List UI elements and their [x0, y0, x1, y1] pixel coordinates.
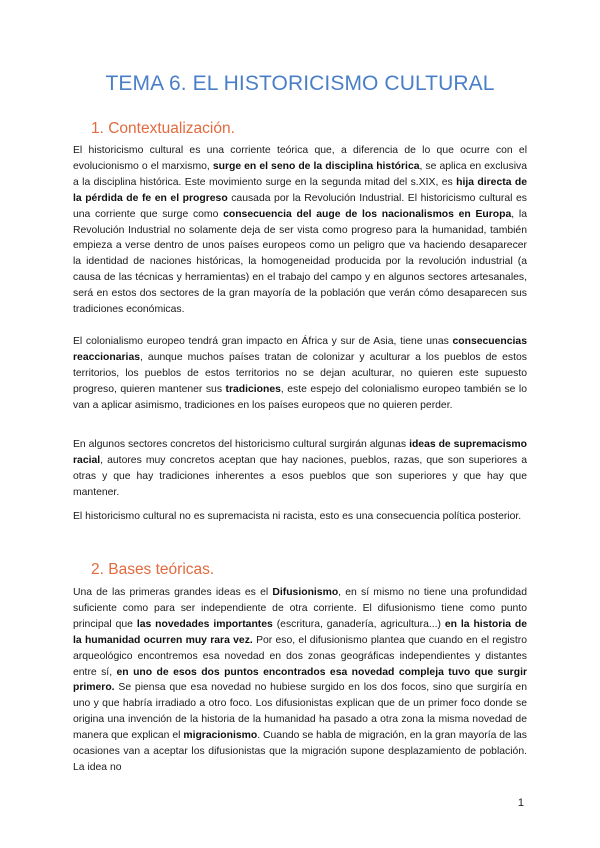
text-run: , se aplica en exclusiva a la disciplina histórica. Este movimiento surge en la segunda mitad del s.XIX, es [73, 160, 527, 188]
bold-text-run: consecuencias reaccionarias [73, 336, 527, 363]
text-run: . Cuando se habla de migración, en la gran mayoría de las ocasiones van a aceptar los difusionistas que la migración supone desplazamiento de población. La idea no [73, 730, 527, 773]
bold-text-run: tradiciones [225, 383, 281, 395]
bold-text-run: consecuencia del auge de los nacionalismos en Europa [223, 208, 512, 220]
text-run: Se piensa que esa novedad no hubiese surgido en los dos focos, sino que surgiría en uno y que habría irradiado a otro foco. Los difusionistas explican que de un primer foco donde se origina una invención de la historia de la humanidad ha pasado a otra zona la misma novedad de manera que explican el [73, 682, 527, 742]
paragraph [73, 585, 527, 776]
text-run: , este espejo del colonialismo europeo también se lo van a aplicar asimismo, tradiciones en los países europeos que no quieren perder. [73, 383, 527, 411]
text-run: (escritura, ganadería, agricultura...) [272, 618, 445, 630]
bold-text-run: hija directa de la pérdida de fe en el progreso [73, 176, 527, 204]
text-run: El historicismo cultural es una corriente teórica que, a diferencia de lo que ocurre con el evolucionismo o el marxismo, [73, 145, 527, 172]
text-run: Por eso, el difusionismo plantea que cuando en el registro arqueológico encontremos esa novedad en dos zonas geográficas independientes y distantes entre sí, [73, 634, 527, 678]
text-run: , autores muy concretos aceptan que hay naciones, pueblos, razas, que son superiores a otras y que hay tradiciones inherentes a esos pueblos que son superiores y que hay que mantener. [73, 454, 527, 498]
bold-text-run: en uno de esos dos puntos encontrados esa novedad compleja tuvo que surgir primero. [73, 666, 527, 694]
paragraph [73, 334, 527, 414]
bold-text-run: surge en el seno de la disciplina histórica [212, 160, 420, 172]
bold-text-run: ideas de supremacismo racial [73, 439, 527, 466]
text-run: , en sí mismo no tiene una profundidad suficiente como para ser independiente de otra corriente. El difusionismo tiene como punto principal que [73, 587, 527, 630]
text-run: , aunque muchos países tratan de colonizar y aculturar a los pueblos de estos territorios, los pueblos de estos territorios no se dejan aculturar, no quieren este supuesto progreso, quieren mantener sus [73, 351, 527, 395]
text-run: causada por la Revolución Industrial. El historicismo cultural es una corriente que surge como [73, 192, 527, 220]
paragraph [73, 509, 527, 525]
page-number: 1 [517, 797, 524, 809]
document-title: TEMA 6. EL HISTORICISMO CULTURAL [105, 72, 495, 95]
text-run: , la Revolución Industrial no solamente deja de ser vista como progreso para la humanidad, también empieza a verse dentro de unos países europeos como un peligro que va haciendo desaparecer la identidad de naciones históricas, la homogeneidad producida por la revolución industrial (a causa de las técnicas y herramientas) en el trabajo del campo y en algunos sectores artesanales, será en estos dos sectores de la gran mayoría de la población que verán cómo desaparecen sus tradiciones económicas. [73, 208, 527, 316]
section-heading-bases-teoricas: 2. Bases teóricas. [91, 561, 215, 578]
text-run: El colonialismo europeo tendrá gran impacto en África y sur de Asia, tiene unas [73, 336, 453, 347]
bold-text-run: migracionismo [183, 730, 258, 742]
paragraph [73, 143, 527, 318]
paragraph [73, 437, 527, 501]
text-run: Una de las primeras grandes ideas es el [73, 587, 273, 598]
bold-text-run: en la historia de la humanidad ocurren muy rara vez. [73, 618, 528, 646]
text-run: El historicismo cultural no es supremacista ni racista, esto es una consecuencia política posterior. [73, 511, 522, 522]
section-heading-contextualizacion: 1. Contextualización. [91, 120, 235, 137]
bold-text-run: Difusionismo [272, 587, 339, 598]
text-run: En algunos sectores concretos del historicismo cultural surgirán algunas [73, 439, 410, 450]
bold-text-run: las novedades importantes [136, 618, 273, 630]
